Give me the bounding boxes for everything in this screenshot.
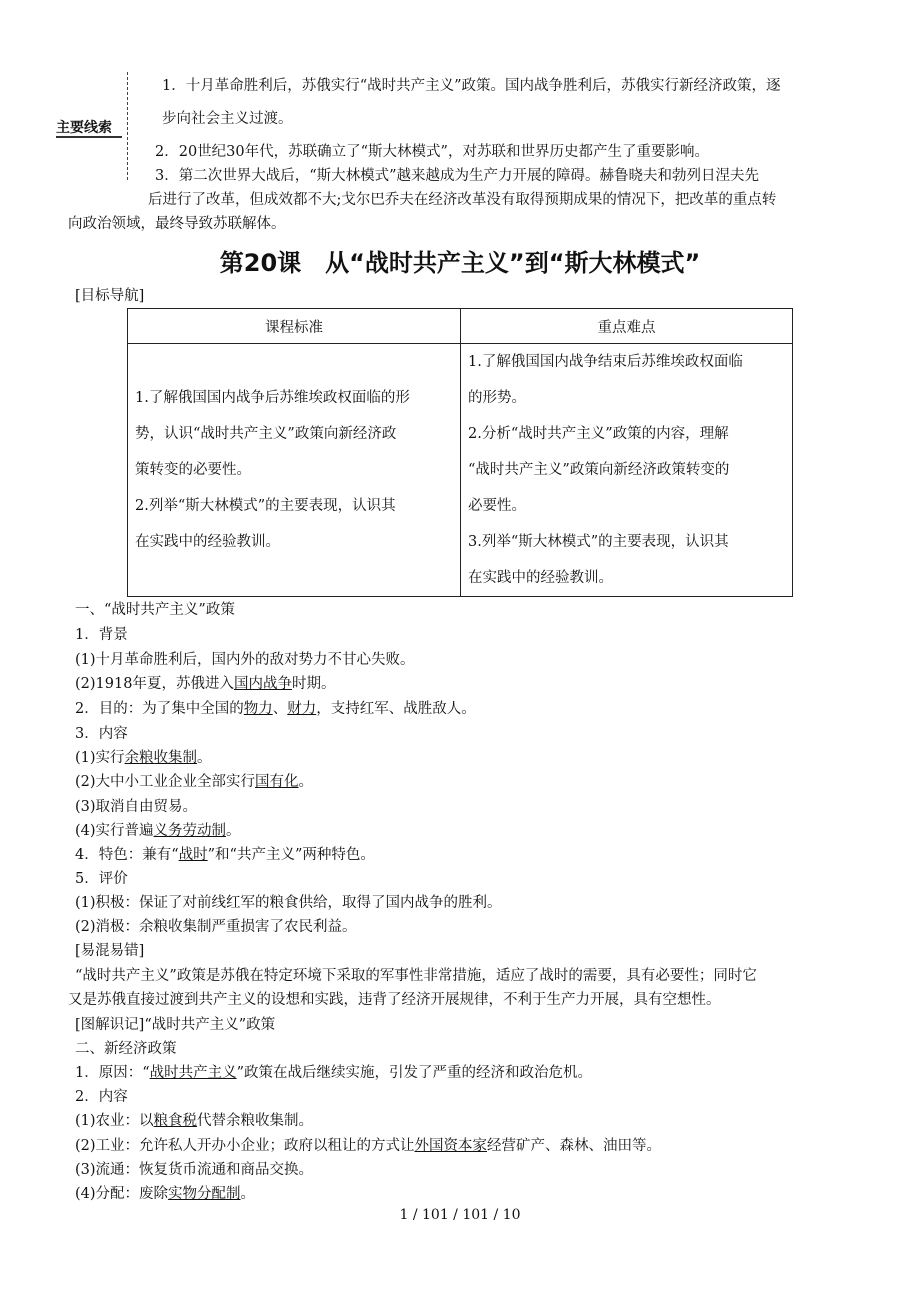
underlined-term: 实物分配制 <box>168 1186 241 1202</box>
underlined-term: 粮食税 <box>153 1113 198 1129</box>
section-2-heading: 二、新经济政策 <box>75 1041 177 1057</box>
goal-right-line: 2.分析“战时共产主义”政策的内容，理解 <box>468 426 729 442</box>
goal-nav-label: [目标导航] <box>75 288 145 304</box>
lesson-title: 第20课 从“战时共产主义”到“斯大林模式” <box>219 249 701 277</box>
underlined-term: 战时 <box>178 847 208 863</box>
text: (1)实行 <box>75 750 125 766</box>
s1-purpose <box>75 699 476 719</box>
mainline-item-3a: 3．第二次世界大战后，“斯大林模式”越来越成为生产力开展的障碍。赫鲁晓夫和勃列日涅夫先 <box>155 168 760 184</box>
mainline-item-2: 2．20世纪30年代，苏联确立了“斯大林模式”，对苏联和世界历史都产生了重要影响。 <box>155 144 709 160</box>
underlined-term: 财力 <box>287 701 317 717</box>
diagram-label: [图解识记]“战时共产主义”政策 <box>75 1017 276 1033</box>
s1-evaluation-b: (2)消极：余粮收集制严重损害了农民利益。 <box>75 919 357 935</box>
goal-cell-key-points <box>461 344 793 597</box>
confuse-text-2: 又是苏俄直接过渡到共产主义的设想和实践，违背了经济开展规律，不利于生产力开展，具有空想性。 <box>68 992 721 1008</box>
text: 、 <box>272 701 288 717</box>
s1-background: 1．背景 <box>75 627 128 643</box>
goal-left-line: 2.列举“斯大林模式”的主要表现，认识其 <box>135 498 396 514</box>
text: 2．目的：为了集中全国的 <box>75 701 244 717</box>
underlined-term: 义务劳动制 <box>153 823 227 839</box>
text: (2)大中小工业企业全部实行 <box>75 774 256 790</box>
mainline-item-3c: 向政治领域，最终导致苏联解体。 <box>68 216 286 232</box>
goal-right-line: 3.列举“斯大林模式”的主要表现，认识其 <box>468 534 729 550</box>
s1-content-d <box>75 821 241 841</box>
goal-cell-standard <box>128 344 461 597</box>
goal-header-key-points: 重点难点 <box>461 309 793 344</box>
mainline-label: 主要线索 <box>56 120 112 136</box>
text: (2)工业：允许私人开办小企业；政府以租让的方式让 <box>75 1138 415 1154</box>
s2-content-b <box>75 1136 661 1156</box>
s1-evaluation: 5．评价 <box>75 871 128 887</box>
text: (4)分配：废除 <box>75 1186 169 1202</box>
underlined-term: 战时共产主义 <box>149 1065 237 1081</box>
text: 。 <box>197 750 212 766</box>
text: 1．原因：“ <box>75 1065 150 1081</box>
text: 。 <box>240 1186 256 1202</box>
goal-table <box>127 308 793 597</box>
s1-evaluation-a: (1)积极：保证了对前线红军的粮食供给，取得了国内战争的胜利。 <box>75 895 502 911</box>
text: 经营矿产、森林、油田等。 <box>487 1138 662 1154</box>
goal-right-line: 在实践中的经验教训。 <box>468 570 613 586</box>
mainline-item-1b: 步向社会主义过渡。 <box>162 111 293 127</box>
goal-right-line: “战时共产主义”政策向新经济政策转变的 <box>468 462 730 478</box>
page-footer: 1 / 101 / 101 / 10 <box>399 1207 521 1223</box>
goal-left-line: 在实践中的经验教训。 <box>135 534 280 550</box>
s1-feature <box>75 845 375 865</box>
s1-content-a <box>75 748 212 768</box>
underlined-term: 余粮收集制 <box>124 750 198 766</box>
s1-content: 3．内容 <box>75 726 128 742</box>
text: (2)1918年夏，苏俄进入 <box>75 676 234 692</box>
underlined-term: 国有化 <box>255 774 299 790</box>
s2-content: 2．内容 <box>75 1089 128 1105</box>
s1-content-b <box>75 772 313 792</box>
text: (1)农业：以 <box>75 1113 154 1129</box>
dashed-divider <box>127 72 128 180</box>
text: (4)实行普遍 <box>75 823 154 839</box>
goal-left-line: 1.了解俄国国内战争后苏维埃政权面临的形 <box>135 390 410 406</box>
s1-content-c: (3)取消自由贸易。 <box>75 799 198 815</box>
text: ”和“共产主义”两种特色。 <box>207 847 375 863</box>
goal-header-standard: 课程标准 <box>128 309 461 344</box>
s2-reason <box>75 1063 592 1083</box>
s1-background-b <box>75 674 335 694</box>
mainline-item-3b: 后进行了改革，但成效都不大;戈尔巴乔夫在经济改革没有取得预期成果的情况下，把改革的重点转 <box>148 192 777 208</box>
s2-content-a <box>75 1111 313 1131</box>
goal-left-line: 势，认识“战时共产主义”政策向新经济政 <box>135 426 397 442</box>
goal-left-line: 策转变的必要性。 <box>135 462 251 478</box>
text: ，支持红军、战胜敌人。 <box>316 701 476 717</box>
text: 代替余粮收集制。 <box>197 1113 314 1129</box>
section-1-heading: 一、“战时共产主义”政策 <box>75 602 235 618</box>
text: 时期。 <box>291 676 336 692</box>
mainline-underline <box>56 136 122 138</box>
underlined-term: 物力 <box>243 701 273 717</box>
text: 4．特色：兼有“ <box>75 847 179 863</box>
s2-content-d <box>75 1184 255 1204</box>
underlined-term: 国内战争 <box>233 676 292 692</box>
goal-right-line: 的形势。 <box>468 390 526 406</box>
goal-right-line: 必要性。 <box>468 498 526 514</box>
confuse-text-1: “战时共产主义”政策是苏俄在特定环境下采取的军事性非常措施，适应了战时的需要，具有必要性；同时它 <box>75 968 757 984</box>
goal-right-line: 1.了解俄国国内战争结束后苏维埃政权面临 <box>468 354 743 370</box>
s1-background-a: (1)十月革命胜利后，国内外的敌对势力不甘心失败。 <box>75 652 415 668</box>
text: 。 <box>226 823 241 839</box>
text: ”政策在战后继续实施，引发了严重的经济和政治危机。 <box>236 1065 593 1081</box>
mainline-item-1a: 1．十月革命胜利后，苏俄实行“战时共产主义”政策。国内战争胜利后，苏俄实行新经济政策，逐 <box>162 78 781 94</box>
underlined-term: 外国资本家 <box>414 1138 488 1154</box>
confuse-label: [易混易错] <box>75 943 145 959</box>
s2-content-c: (3)流通：恢复货币流通和商品交换。 <box>75 1162 314 1178</box>
text: 。 <box>298 774 314 790</box>
